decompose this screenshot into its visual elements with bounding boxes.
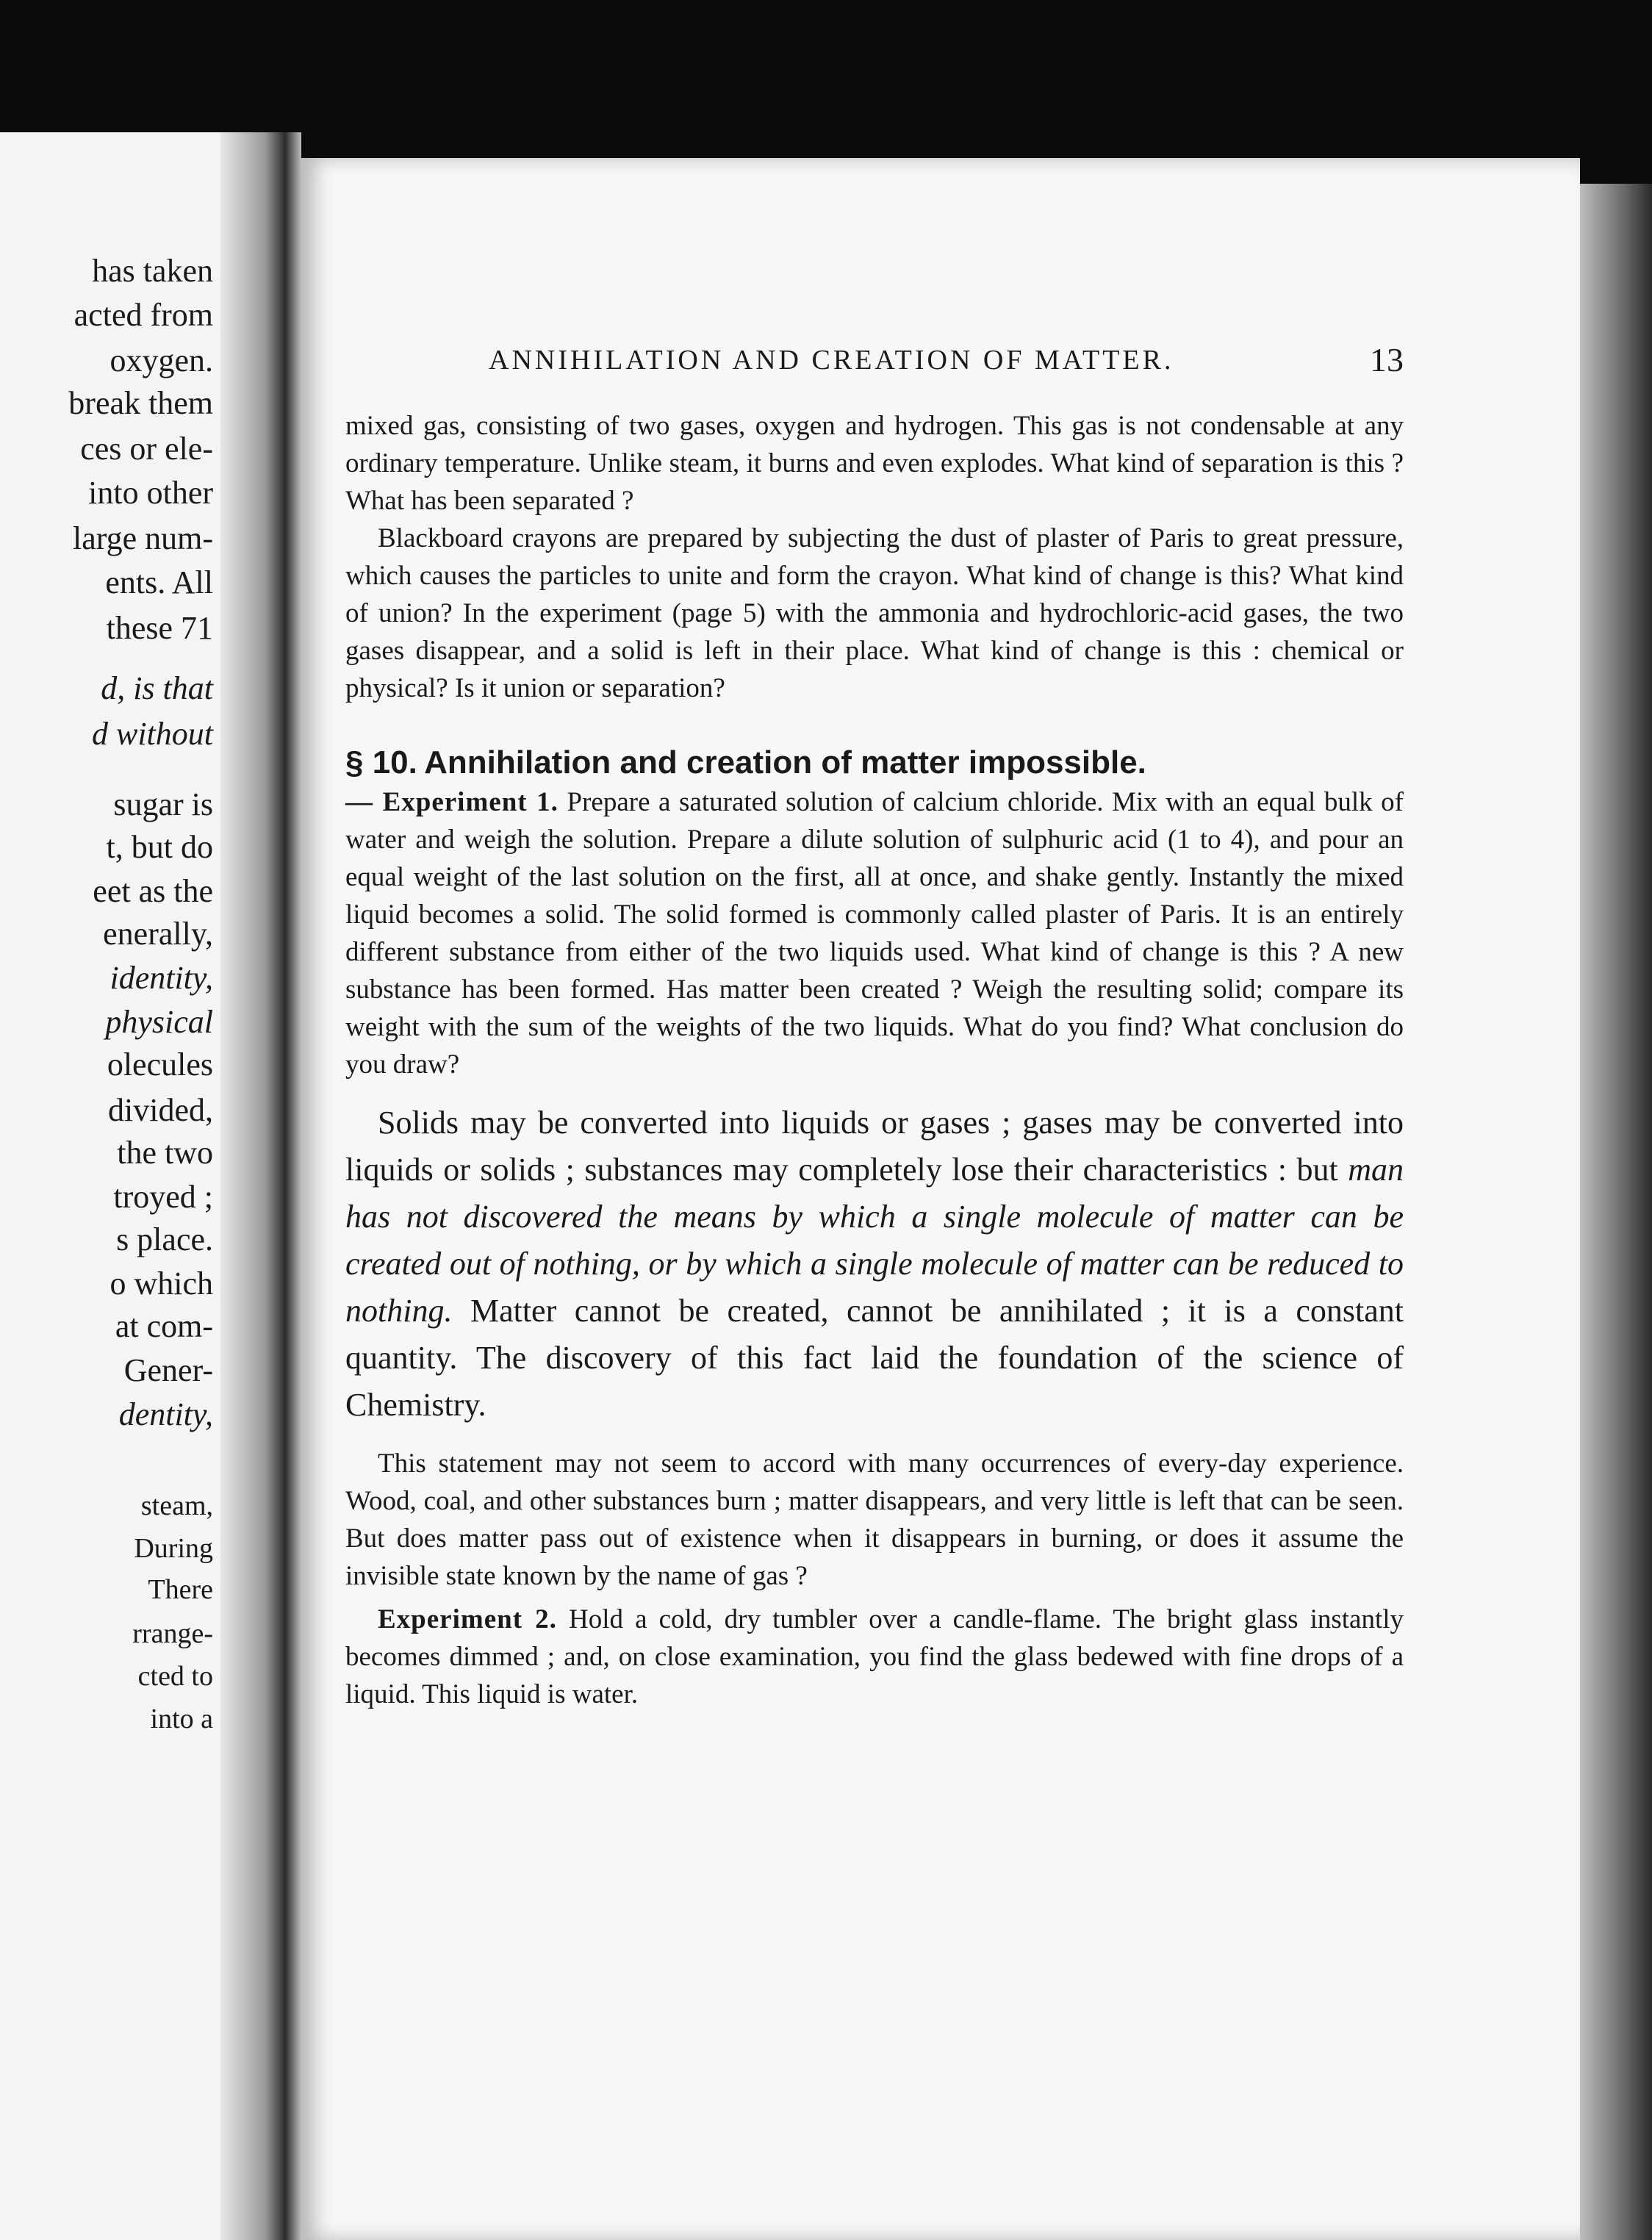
page-content bbox=[345, 331, 1404, 1713]
left-page-line: troyed ; bbox=[113, 1179, 213, 1215]
left-page-line: t, but do bbox=[106, 829, 213, 865]
conservation-italic: man has not discovered the means by which a single molecule of matter can be created out of nothing, or by which a single molecule of matter can be reduced to nothing. bbox=[345, 1152, 1404, 1329]
paragraph-conservation bbox=[345, 1099, 1404, 1429]
left-page-line: into other bbox=[88, 475, 213, 511]
left-page-line: Gener- bbox=[123, 1352, 213, 1388]
left-page-line: olecules bbox=[107, 1047, 213, 1083]
section-title: Annihilation and creation of matter impossible. bbox=[424, 744, 1146, 780]
left-page-line: into a bbox=[150, 1704, 213, 1734]
paragraph-statement: This statement may not seem to accord with many occurrences of every-day experience. Wood, coal, and other substances burn ; matter disappears, and very little is left that can be seen. But does matter pass out of existence when it disappears in burning, or does it assume the invisible state known by the name of gas ? bbox=[345, 1449, 1404, 1591]
page-number: 13 bbox=[1370, 341, 1404, 378]
running-title: ANNIHILATION AND CREATION OF MATTER. bbox=[489, 345, 1174, 376]
left-page-line: break them bbox=[68, 385, 213, 421]
left-page-line: at com- bbox=[115, 1308, 213, 1344]
left-page-line: rrange- bbox=[132, 1618, 213, 1649]
page-edge-shadow bbox=[1580, 184, 1652, 2240]
paragraph-blackboard-crayons: Blackboard crayons are prepared by subjecting the dust of plaster of Paris to great pressure, which causes the particles to unite and form the crayon. What kind of change is this? What kind of union? In the experiment (page 5) with the ammonia and hydrochloric-acid gases, the two gases disappear, and a solid is left in their place. What kind of change is this : chemical or physical? Is it union or separation? bbox=[345, 523, 1404, 703]
left-page-line: these 71 bbox=[106, 610, 213, 646]
left-page-line: There bbox=[148, 1574, 213, 1605]
left-page-line: o which bbox=[109, 1266, 213, 1302]
running-header bbox=[345, 331, 1404, 390]
left-page-line: the two bbox=[117, 1135, 213, 1171]
left-page-line: cted to bbox=[137, 1661, 213, 1692]
paragraph-continued: mixed gas, consisting of two gases, oxygen and hydrogen. This gas is not condensable at any ordinary temperature. Unlike steam, it burns and even explodes. What kind of separation is this ? What has been separated ? bbox=[345, 411, 1404, 516]
conservation-text-a: Solids may be converted into liquids or gases ; gases may be converted into liquids or solids ; substances may completely lose their characteristics : but bbox=[345, 1105, 1404, 1188]
experiment-2-label: Experiment 2. bbox=[378, 1604, 557, 1634]
left-page-line: During bbox=[134, 1533, 213, 1564]
left-page-line: sugar is bbox=[113, 786, 213, 822]
experiment-2-text: Hold a cold, dry tumbler over a candle-flame. The bright glass instantly becomes dimmed ; and, on close examination, you find the glass bedewed with fine drops of a liquid. This liquid is water. bbox=[345, 1604, 1404, 1709]
left-page-line: d without bbox=[91, 716, 213, 752]
left-page-line: acted from bbox=[73, 297, 213, 333]
left-page-line: steam, bbox=[140, 1490, 213, 1521]
left-page-line: identity, bbox=[109, 960, 213, 996]
left-page-line: dentity, bbox=[118, 1396, 213, 1432]
left-page-line: ces or ele- bbox=[80, 431, 213, 467]
left-page-line: physical bbox=[105, 1004, 213, 1040]
left-page-line: oxygen. bbox=[109, 342, 213, 378]
left-page-line: ents. All bbox=[105, 564, 213, 600]
section-number: § 10. bbox=[345, 744, 417, 780]
left-page-line: enerally, bbox=[103, 916, 213, 952]
experiment-2 bbox=[345, 1601, 1404, 1713]
conservation-text-b: Matter cannot be created, cannot be annihilated ; it is a constant quantity. The discovery of this fact laid the foundation of the science of Chemistry. bbox=[345, 1293, 1404, 1423]
left-page-line: divided, bbox=[108, 1092, 213, 1128]
left-page-line: has taken bbox=[92, 253, 213, 289]
experiment-1-label: — Experiment 1. bbox=[345, 787, 559, 817]
book-gutter bbox=[220, 132, 301, 2240]
experiment-1-text: Prepare a saturated solution of calcium chloride. Mix with an equal bulk of water and weigh the solution. Prepare a dilute solution of sulphuric acid (1 to 4), and pour an equal weight of the last solution on the first, all at once, and shake gently. Instantly the mixed liquid becomes a solid. The solid formed is commonly called plaster of Paris. It is an entirely different substance from either of the two liquids used. What kind of change is this ? A new substance has been formed. Has matter been created ? Weigh the resulting solid; compare its weight with the sum of the weights of the two liquids. What do you find? What conclusion do you draw? bbox=[345, 787, 1404, 1080]
left-page-line: large num- bbox=[72, 520, 213, 556]
left-page-line: eet as the bbox=[93, 873, 213, 909]
section-10 bbox=[345, 744, 1404, 1083]
left-page-line: s place. bbox=[116, 1221, 213, 1257]
left-page-line: d, is that bbox=[101, 670, 213, 706]
